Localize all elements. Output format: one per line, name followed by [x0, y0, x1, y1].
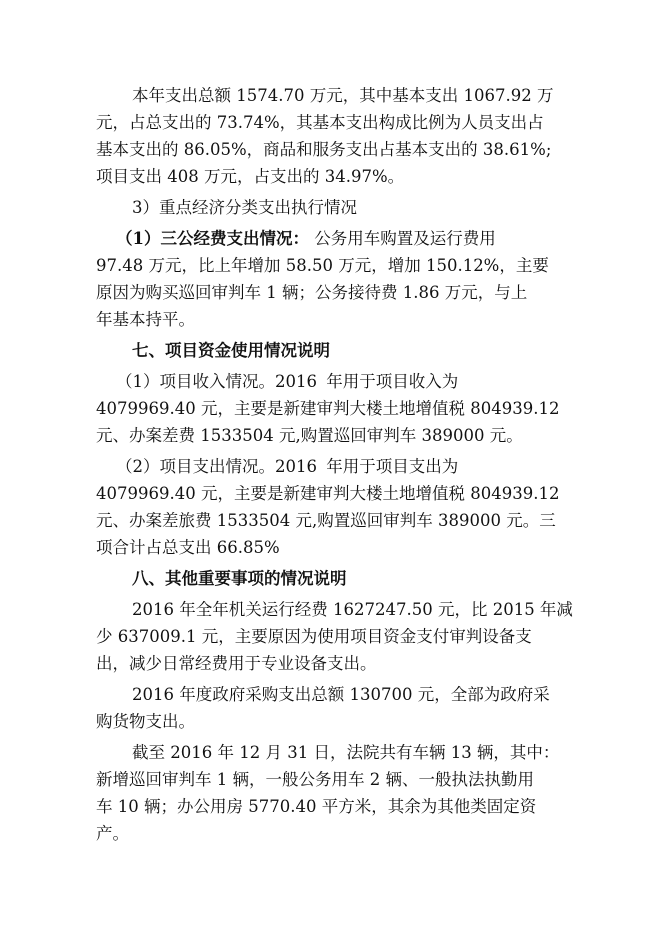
three-public-lead: （1）三公经费支出情况： — [116, 229, 309, 248]
text-line — [96, 225, 566, 252]
text-line: 元，占总支出的 73.74%，其基本支出构成比例为人员支出占 — [96, 113, 544, 132]
text-line: 本年支出总额 1574.70 万元，其中基本支出 1067.92 万 — [132, 86, 554, 105]
procurement-paragraph — [96, 681, 566, 735]
three-public-paragraph — [96, 225, 566, 333]
text-line: 4079969.40 元，主要是新建审判大楼土地增值税 804939.12 — [96, 484, 560, 503]
text-line: 元、办案差旅费 1533504 元,购置巡回审判车 389000 元。三 — [96, 511, 556, 530]
text-line: 2016 年全年机关运行经费 1627247.50 元，比 2015 年减 — [132, 600, 573, 619]
text-line: （1）项目收入情况。2016 年用于项目收入为 — [116, 372, 459, 391]
text-line: 截至 2016 年 12 月 31 日，法院共有车辆 13 辆，其中： — [132, 743, 560, 762]
project-income-paragraph — [96, 368, 566, 449]
text-line: 4079969.40 元，主要是新建审判大楼土地增值税 804939.12 — [96, 399, 560, 418]
text-line: 少 637009.1 元，主要原因为使用项目资金支付审判设备支 — [96, 627, 532, 646]
subsection-heading: 3）重点经济分类支出执行情况 — [132, 198, 357, 217]
three-public-lead-rest: 公务用车购置及运行费用 — [308, 229, 496, 248]
assets-paragraph — [96, 739, 566, 847]
text-line: 产。 — [96, 824, 129, 843]
operating-cost-paragraph — [96, 596, 573, 677]
section-heading: 七、项目资金使用情况说明 — [132, 341, 330, 360]
text-line: 元、办案差费 1533504 元,购置巡回审判车 389000 元。 — [96, 426, 523, 445]
text-line: 年基本持平。 — [96, 310, 195, 329]
text-line: 97.48 万元，比上年增加 58.50 万元，增加 150.12%，主要 — [96, 256, 549, 275]
text-line: 车 10 辆；办公用房 5770.40 平方米，其余为其他类固定资 — [96, 797, 537, 816]
text-line: 购货物支出。 — [96, 712, 195, 731]
text-line: 新增巡回审判车 1 辆，一般公务用车 2 辆、一般执法执勤用 — [96, 770, 534, 789]
text-line: 项合计占总支出 66.85% — [96, 538, 280, 557]
text-line: 项目支出 408 万元，占支出的 34.97%。 — [96, 167, 405, 186]
summary-paragraph — [96, 82, 566, 190]
text-line: （2）项目支出情况。2016 年用于项目支出为 — [116, 457, 459, 476]
project-expense-paragraph — [96, 453, 566, 561]
text-line: 2016 年度政府采购支出总额 130700 元，全部为政府采 — [132, 685, 550, 704]
text-line: 出，减少日常经费用于专业设备支出。 — [96, 654, 377, 673]
text-line: 基本支出的 86.05%，商品和服务支出占基本支出的 38.61%; — [96, 140, 552, 159]
section-heading: 八、其他重要事项的情况说明 — [132, 569, 347, 588]
text-line: 原因为购买巡回审判车 1 辆；公务接待费 1.86 万元，与上 — [96, 283, 528, 302]
